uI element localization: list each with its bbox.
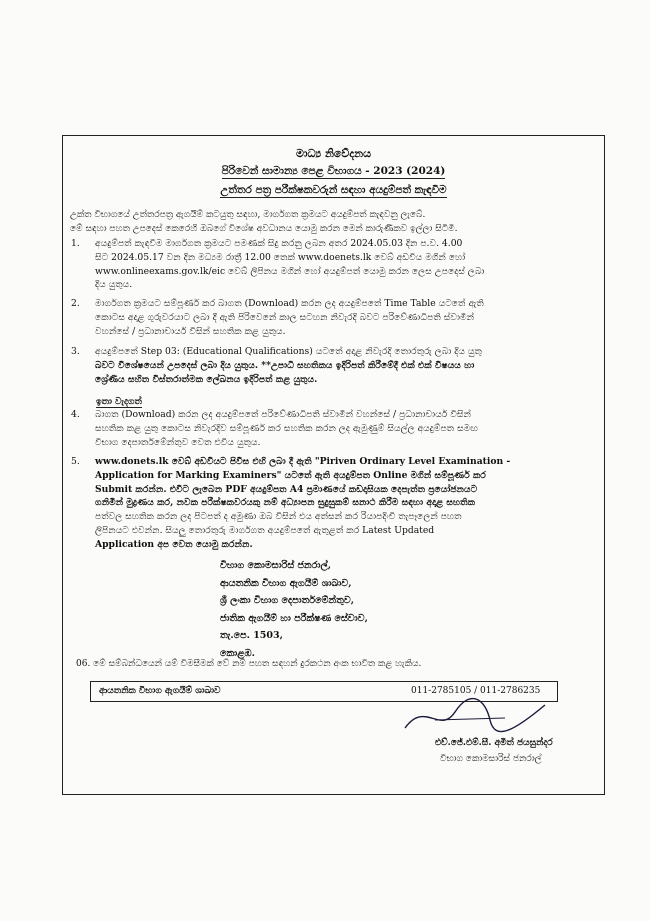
item-line: Application අප වෙත යොමු කරන්න. <box>95 538 253 550</box>
item-line: අයදුම්පත් කැඳවීම මාර්ගගත ක්‍රමයට පමණක් සිදු කරනු ලබන අතර 2024.05.03 දින ප.ව. 4.00 <box>95 238 463 249</box>
intro-paragraph <box>70 209 595 236</box>
item-number: 1. <box>71 238 80 249</box>
address-line: ආයතනික විභාග ඇගයීම් ශාඛාව, <box>220 577 352 589</box>
address-line: විභාග කොමසාරිස් ජනරාල්, <box>220 560 332 571</box>
item-line: මාර්ගගත ක්‍රමයට සම්පූර්ණ කර බාගත (Download) කරන ලද අයදුම්පතේ Time Table යටතේ ඇති <box>95 298 484 309</box>
item-line: ගනිමින් මුද්‍රණය කර, නවක පරීක්ෂකවරයකු නම් අධ්‍යාපන සුදුසුකම් සනාථ කිරීම සඳහා අදාළ සහතික <box>95 497 476 509</box>
item-number: 4. <box>71 409 80 420</box>
intro-line: මේ සඳහා පහත උපදෙස් කෙරෙහි ඔබගේ විශේෂ අවධානය යොමු කරන මෙන් කාරුණිකව ඉල්ලා සිටිමි. <box>70 223 458 234</box>
instruction-item-5 <box>71 455 605 552</box>
contact-phones: 011-2785105 / 011-2786235 <box>411 686 541 696</box>
instruction-item-4 <box>71 408 605 449</box>
important-note-label: ඉතා වැදගත් <box>96 397 142 407</box>
notice-heading: උත්තර පත්‍ර පරීක්ෂකවරුන් සඳහා අයදුම්පත් කැඳවීම <box>220 184 447 196</box>
item-line: ලිපිනයට එවන්න. සියලු තොරතුරු මාර්ගගත අයදුම්පතේ ඇතුළත් කර Latest Updated <box>95 524 435 536</box>
address-line: ශ්‍රී ලංකා විභාග දෙපාර්තමේන්තුව, <box>220 595 355 606</box>
item-line: අයදුම්පතේ Step 03: (Educational Qualifications) යටතේ අදාළ නිවැරදි තොරතුරු ලබා දිය යුතු <box>95 346 482 357</box>
notice-subtitle: පිරිවෙන් සාමාන්‍ය පෙළ විභාගය - 2023 (2024) <box>221 165 446 177</box>
address-line: ජාතික ඇගයීම් හා පරීක්ෂණ සේවාව, <box>220 612 368 624</box>
item-number: 5. <box>71 456 80 467</box>
instruction-item-1 <box>71 237 605 292</box>
address-line: කොළඹ. <box>220 647 255 659</box>
inquiry-note: 06. මේ සම්බන්ධයෙන් යම් විමසීමක් වේ නම් පහත සඳහන් දුරකථන අංක භාවිත කළ හැකිය. <box>76 659 422 669</box>
item-line: Submit කරන්න. එවිට ලැබෙන PDF අයදුම්පත A4 ප්‍රමාණයේ කඩදාසියක දෙපැත්ත ප්‍රයෝජනයට <box>95 483 478 495</box>
intro-line: උක්ත විභාගයේ උත්තරපත්‍ර ඇගයීම් කටයුතු සඳහා, මාර්ගගත ක්‍රමයට අයදුම්පත් කැඳවනු ලැබේ. <box>70 210 426 220</box>
address-line: තැ.පෙ. 1503, <box>220 630 283 641</box>
signatory-name: එච්.ජේ.එම්.සී. අමිත් ජයසුන්දර <box>435 738 553 748</box>
item-line: www.donets.lk වෙබ් අඩවියට පිවිස එහි ලබා දී ඇති "Piriven Ordinary Level Examination - <box>95 456 511 467</box>
item-line: www.onlineexams.gov.lk/eic වෙබ් ලිපිනය මගින් හෝ අයදුම්පත් යොමු කරන ලෙස උපදෙස් ලබා <box>95 265 485 277</box>
item-line: දිය යුතුය. <box>95 279 133 291</box>
item-number: 3. <box>71 346 80 357</box>
item-line: සහතික කළ යුතු කොටස නිවැරදිව සම්පූර්ණ කර සහතික කරන ලද ඇමුණුම් සියල්ල අයදුම්පත සමඟ <box>95 422 479 434</box>
item-number: 2. <box>71 298 80 309</box>
item-line: බාගත (Download) කරන ලද අයදුම්පතේ පරිවේණාධිපති ස්වාමීන් වහන්සේ / ප්‍රධානාචාර්ය විසින් <box>95 409 471 420</box>
signatory-title: විභාග කොමසාරිස් ජනරාල් <box>440 754 542 764</box>
item-line: පත්වල සහතික කරන ලද පිටපත් ද අමුණා ඔබ විසින් එය අත්සන් කර රියාපදිංචි තැපෑලෙන් පහත <box>95 511 462 523</box>
instruction-item-3 <box>71 345 605 386</box>
handwritten-signature <box>395 690 555 740</box>
postal-address <box>220 557 368 662</box>
item-line: බවට විශේෂයෙන් උපදෙස් ලබා දිය යුතුය. **උපාධි සහතිකය ඉදිරිපත් කිරීමේදී එක් එක් විෂයය හා <box>95 359 475 371</box>
item-line: වහන්සේ / ප්‍රධානාචාර්ය විසින් සහතික කළ යුතුය. <box>95 325 286 337</box>
item-line: Application for Marking Examiners" යටතේ ඇති අයදුම්පත Online මගින් සම්පූර්ණ කර <box>95 469 486 481</box>
item-line: කොටස අදාළ ගුරුවරයාට ලබා දී ඇති පිරිවෙනේ කාල සටහන නිවැරදි බවට පරිවේණාධිපති ස්වාමීන් <box>95 311 475 323</box>
contact-branch: ආයතනික විභාග ඇගයීම් ශාඛාව <box>99 686 221 696</box>
item-line: සිට 2024.05.17 වන දින මධ්‍යම රාත්‍රී 12.00 තෙක් www.doenets.lk වෙබ් අඩවිය මගින් හෝ <box>95 251 466 263</box>
instruction-item-2 <box>71 297 605 338</box>
item-line: විභාග දෙපාර්තමේන්තුව වෙත එවිය යුතුය. <box>95 436 261 448</box>
notice-title: මාධ්‍ය නිවේදනය <box>295 147 372 160</box>
item-line: ශ්‍රේණිය සහිත විස්තරාත්මක ලේඛනය ඉදිරිපත් කළ යුතුය. <box>95 373 318 385</box>
